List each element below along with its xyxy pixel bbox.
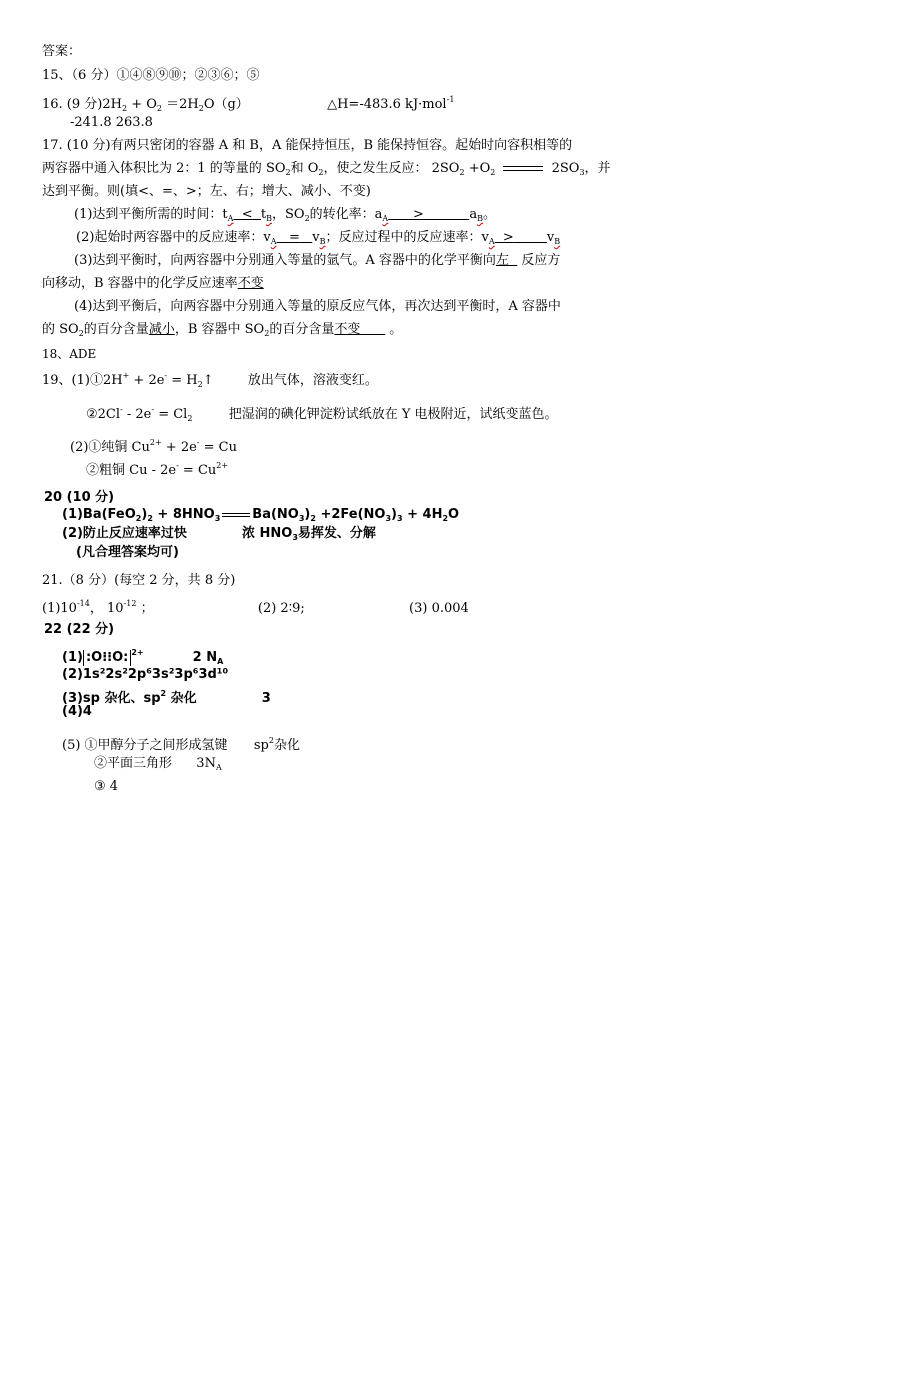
q17-text: 的百分含量 <box>83 322 149 337</box>
subscript: B <box>319 237 326 246</box>
q17-text: v <box>312 230 320 245</box>
subscript: 2 <box>459 168 465 177</box>
subscript: A <box>382 214 389 223</box>
subscript: B <box>554 237 561 246</box>
q16-text: ＝2H <box>161 97 199 112</box>
q16-line2: -241.8 263.8 <box>70 115 153 130</box>
q16-text: O（g） <box>203 97 249 112</box>
answer-value: < <box>241 207 253 222</box>
q19-observation: 放出气体，溶液变红。 <box>247 373 378 388</box>
q17-text: (1)达到平衡所需的时间：t <box>74 207 228 222</box>
q17-line1: 17. (10 分)有两只密闭的容器 A 和 B，A 能保持恒压，B 能保持恒容。起始时向容积相等的 <box>42 138 573 153</box>
q17-text: ，B 容器中 SO <box>174 322 265 337</box>
q21-line2 <box>42 596 469 617</box>
q20-text: (1)Ba(FeO <box>62 507 136 522</box>
subscript: 2 <box>310 514 316 523</box>
q20-text: ) <box>304 507 311 522</box>
q16-text: + O <box>127 97 157 112</box>
q22-text: 杂化 <box>273 738 300 753</box>
subscript: 3 <box>385 514 392 523</box>
q21-text: ， 10 <box>89 601 124 616</box>
superscript: 2+ <box>149 438 162 447</box>
q15-text: （6 分）①④⑧⑨⑩；②③⑥；⑤ <box>71 68 260 83</box>
q17-part4-line1: (4)达到平衡后，向两容器中分别通入等量的原反应气体，再次达到平衡时，A 容器中 <box>74 299 561 314</box>
superscript: 2 <box>160 689 167 698</box>
q20-text: ) <box>391 507 397 522</box>
superscript: 2+ <box>131 648 144 657</box>
q17-text: v <box>546 230 555 245</box>
subscript: 2 <box>156 104 162 113</box>
q17-text: ；反应过程中的反应速率：v <box>325 230 489 245</box>
q20-text: + 8HNO <box>152 507 215 522</box>
q19-text: 19、(1)①2H <box>42 373 123 388</box>
q20-text: ) <box>141 507 148 522</box>
q17-text: 2SO <box>547 161 580 176</box>
q22-text: (3)sp 杂化、sp <box>62 691 161 706</box>
q17-text: 的 SO <box>42 322 79 337</box>
superscript: - <box>120 405 123 414</box>
electron-dot-formula: :O⁝⁝O: <box>83 650 131 666</box>
q17-text: 的转化率：a <box>309 207 383 222</box>
q17-text: 和 O <box>290 161 319 176</box>
answer-blank <box>233 207 260 222</box>
enthalpy-change: △H=-483.6 kJ·mol <box>327 97 447 112</box>
q22-line4: (4)4 <box>62 704 92 719</box>
subscript: A <box>227 214 234 223</box>
q22-head: 22 (22 分) <box>44 622 115 637</box>
q15-line <box>42 68 259 84</box>
subscript: 2 <box>121 104 128 113</box>
subscript: B <box>477 214 484 223</box>
q16-line1 <box>42 92 454 117</box>
q17-text: (3)达到平衡时，向两容器中分别通入等量的氩气。A 容器中的化学平衡向 <box>74 253 496 268</box>
answer-value: 不变 <box>237 276 264 291</box>
q19-text: = Cl <box>154 407 188 422</box>
subscript: 2 <box>135 514 142 523</box>
q17-text: 的百分含量 <box>269 322 335 337</box>
superscript: -12 <box>123 599 137 608</box>
q17-part3-line2 <box>42 276 264 292</box>
equilibrium-arrow-icon <box>503 164 543 174</box>
q20-text: O <box>448 507 460 522</box>
answer-value: > <box>413 207 424 222</box>
q20-text: 浓 HNO <box>242 526 293 541</box>
subscript: A <box>488 237 495 246</box>
answer-value: 不变 <box>334 322 361 337</box>
q19-text: ②粗铜 Cu - 2e <box>86 463 177 478</box>
q22-text: sp <box>253 738 269 753</box>
q19-text: = Cu <box>178 463 217 478</box>
q20-line3: (凡合理答案均可) <box>76 545 179 560</box>
q21-text: (2) 2∶9; <box>257 601 305 616</box>
q19-text: + 2e <box>161 440 197 455</box>
q19-text: ↑ <box>202 373 214 388</box>
subscript: A <box>215 763 222 772</box>
q22-text: 杂化 <box>166 691 197 706</box>
subscript: A <box>270 237 277 246</box>
superscript: + <box>122 371 130 380</box>
q17-text: 反应方 <box>521 253 561 268</box>
subscript: B <box>266 214 272 223</box>
subscript: 2 <box>264 329 270 338</box>
superscript: -14 <box>76 599 90 608</box>
q19-line4 <box>86 458 228 479</box>
subscript: 2 <box>304 214 310 223</box>
q18-line: 18、ADE <box>42 347 97 361</box>
q20-text: (2)防止反应速率过快 <box>62 526 187 541</box>
q20-text: + 4H <box>402 507 443 522</box>
subscript: 2 <box>78 329 84 338</box>
answer-blank <box>495 230 547 245</box>
q20-line2 <box>62 526 376 546</box>
superscript: - <box>176 461 179 470</box>
superscript: -1 <box>446 95 455 104</box>
q17-text: (2)起始时两容器中的反应速率：v <box>76 230 271 245</box>
q22-line5 <box>62 733 300 754</box>
q17-part1 <box>74 207 496 227</box>
subscript: 2 <box>490 168 496 177</box>
q19-text: - 2e <box>122 407 152 422</box>
q22-line7: ③ 4 <box>94 779 119 794</box>
q19-line3 <box>70 435 237 456</box>
q22-line3 <box>62 686 271 707</box>
q17-text: ，使之发生反应： 2SO <box>323 161 460 176</box>
q22-text: 3 <box>261 691 271 706</box>
subscript: 2 <box>187 414 193 423</box>
answer-value: > <box>502 230 514 245</box>
q17-text: ，并 <box>584 161 611 176</box>
superscript: - <box>151 405 155 414</box>
q17-text: 。 <box>389 322 403 337</box>
q22-line2: (2)1s²2s²2p⁶3s²3p⁶3d¹⁰ <box>62 667 229 682</box>
q19-text: = H <box>167 373 198 388</box>
q20-text: +2Fe(NO <box>315 507 386 522</box>
q17-text: 。 <box>483 207 497 222</box>
superscript: 2+ <box>216 461 229 470</box>
answer-title: 答案： <box>42 44 82 59</box>
q22-text: 3N <box>196 756 216 771</box>
q17-text: ，SO <box>271 207 305 222</box>
superscript: - <box>196 438 200 447</box>
superscript: 2 <box>268 736 274 745</box>
q19-text: + 2e <box>129 373 165 388</box>
superscript: - <box>164 371 168 380</box>
q17-part2 <box>76 230 560 250</box>
q17-text: +O <box>464 161 491 176</box>
subscript: 3 <box>298 514 305 523</box>
q17-line2 <box>42 161 611 181</box>
subscript: 3 <box>292 533 298 542</box>
q21-text: (1)10 <box>42 601 77 616</box>
q19-text: = Cu <box>199 440 237 455</box>
q17-line3: 达到平衡。则(填<、=、>；左、右；增大、减小、不变) <box>42 184 371 199</box>
subscript: 2 <box>442 514 449 523</box>
q19-text: (2)①纯铜 Cu <box>70 440 150 455</box>
answer-value: 左 <box>495 253 509 268</box>
subscript: 3 <box>579 168 585 177</box>
q19-line1 <box>42 368 378 393</box>
subscript: 3 <box>397 514 403 523</box>
q22-text: ②平面三角形 <box>94 756 173 771</box>
q20-line1 <box>62 507 459 527</box>
answer-blank <box>277 230 313 245</box>
subscript: 2 <box>147 514 153 523</box>
q22-text: (5) ①甲醇分子之间形成氢键 <box>62 738 228 753</box>
subscript: 2 <box>197 380 203 389</box>
q17-text: 向移动，B 容器中的化学反应速率 <box>42 276 238 291</box>
q21-line1: 21.（8 分）(每空 2 分，共 8 分) <box>42 573 236 588</box>
q20-text: Ba(NO <box>252 507 299 522</box>
subscript: A <box>217 657 224 666</box>
q20-text: 易挥发、分解 <box>297 526 376 541</box>
q22-text: 2 N <box>192 650 218 665</box>
answer-value: = <box>288 230 300 245</box>
q22-line6 <box>94 756 222 776</box>
q20-head: 20 (10 分) <box>44 490 115 505</box>
q17-text: t <box>260 207 267 222</box>
answer-value: 减小 <box>148 322 175 337</box>
q17-text: a <box>469 207 478 222</box>
q19-line2 <box>86 402 558 427</box>
q17-text: 两容器中通入体积比为 2：1 的等量的 SO <box>42 161 286 176</box>
q19-text: ②2Cl <box>86 407 121 422</box>
subscript: 2 <box>285 168 291 177</box>
q17-part3-line1 <box>74 253 560 269</box>
q21-text: ； <box>140 601 154 616</box>
subscript: 2 <box>318 168 324 177</box>
subscript: 2 <box>198 104 204 113</box>
q15-num: 15、 <box>42 68 72 83</box>
q22-text: (1) <box>62 650 83 665</box>
subscript: 3 <box>214 514 221 523</box>
q19-observation: 把湿润的碘化钾淀粉试纸放在 Y 电极附近，试纸变蓝色。 <box>228 407 558 422</box>
q17-part4-line2 <box>42 322 402 342</box>
equals-sign-icon <box>222 513 250 517</box>
answer-blank <box>388 207 469 222</box>
q21-text: (3) 0.004 <box>409 601 469 616</box>
q16-text: 16. (9 分)2H <box>42 97 122 112</box>
